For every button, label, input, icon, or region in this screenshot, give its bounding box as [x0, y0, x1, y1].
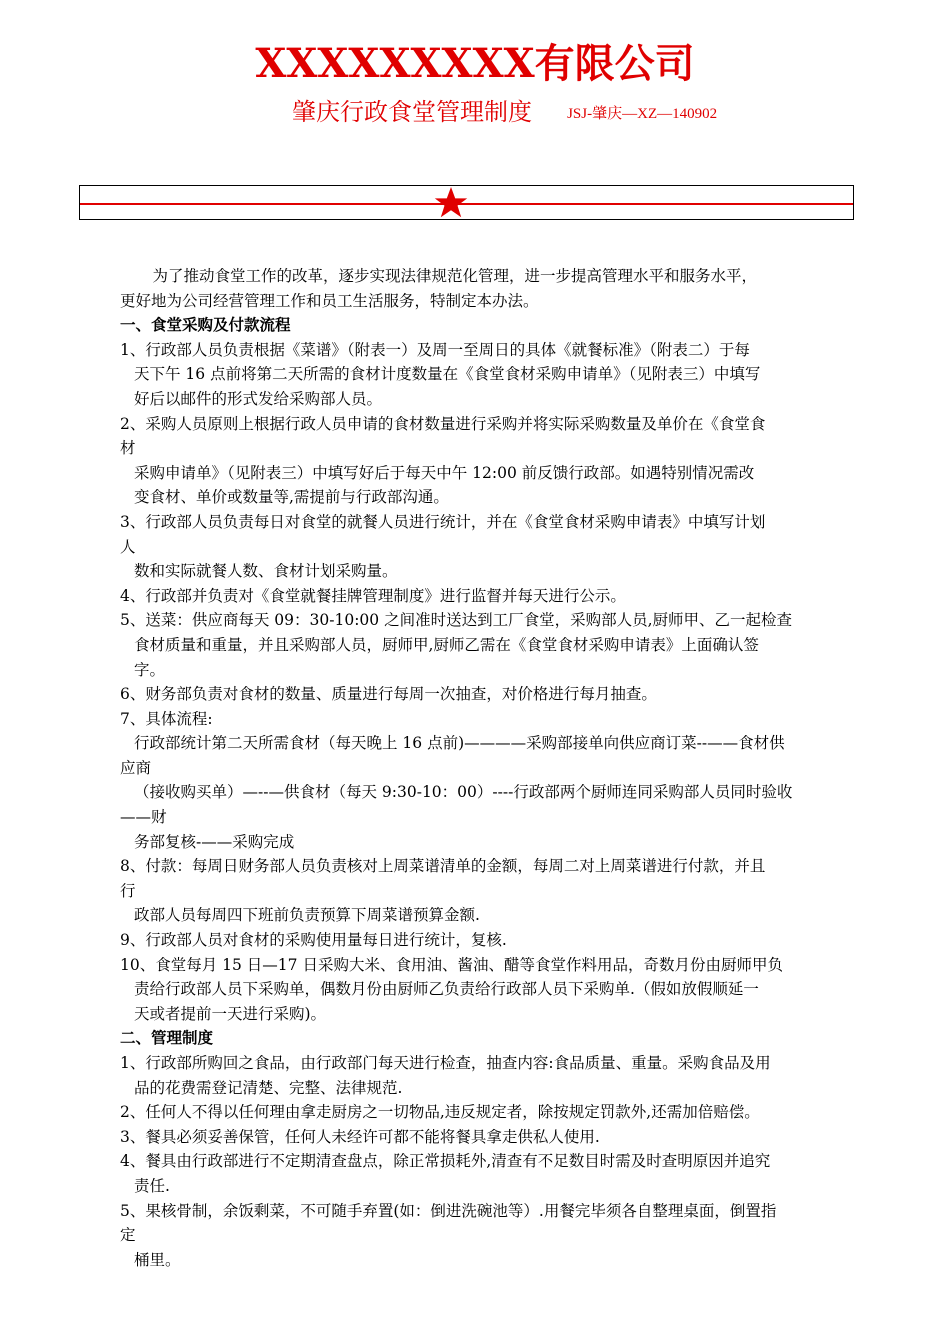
flow-line: 行政部统计第二天所需食材（每天晚上 16 点前)————采购部接单向供应商订菜--——食材供: [134, 734, 785, 753]
section-heading: 一、食堂采购及付款流程: [120, 315, 291, 335]
flow-line: 务部复核-——采购完成: [134, 832, 295, 851]
intro-line: 为了推动食堂工作的改革，逐步实现法律规范化管理，进一步提高管理水平和服务水平，: [152, 267, 758, 285]
list-item-continuation: 天或者提前一天进行采购)。: [134, 1004, 327, 1023]
list-item-continuation: 采购申请单》（见附表三）中填写好后于每天中午 12:00 前反馈行政部。如遇特别情况需改: [134, 463, 755, 482]
list-item: 5、果核骨制，余饭剩菜，不可随手弃置(如：倒进洗碗池等）.用餐完毕须各自整理桌面，倒置指: [120, 1201, 777, 1220]
list-item: 4、餐具由行政部进行不定期清查盘点，除正常损耗外,清查有不足数目时需及时查明原因并追究: [120, 1152, 771, 1171]
list-item: 7、具体流程:: [120, 709, 213, 728]
list-item: 9、行政部人员对食材的采购使用量每日进行统计，复核.: [120, 931, 507, 950]
document-code: JSJ-肇庆—XZ—140902: [567, 106, 718, 122]
intro-line: 更好地为公司经营管理工作和员工生活服务，特制定本办法。: [120, 291, 539, 310]
list-item-continuation: 品的花费需登记清楚、完整、法律规范.: [134, 1078, 403, 1097]
list-item: 3、行政部人员负责每日对食堂的就餐人员进行统计，并在《食堂食材采购申请表》中填写计划: [120, 512, 766, 531]
document-subtitle-row: [292, 96, 717, 128]
list-item-continuation: 人: [120, 537, 136, 556]
list-item: 5、送菜：供应商每天 09：30-10:00 之间准时送达到工厂食堂，采购部人员,厨师甲、乙一起检查: [120, 611, 792, 630]
flow-line: （接收购买单）—--—供食材（每天 9:30-10：00）----行政部两个厨师连同采购部人员同时验收: [134, 783, 793, 802]
flow-line: 应商: [120, 758, 152, 777]
list-item: 1、行政部所购回之食品，由行政部门每天进行检查，抽查内容:食品质量、重量。采购食品及用: [120, 1054, 771, 1072]
list-item: 3、餐具必须妥善保管，任何人未经许可都不能将餐具拿走供私人使用.: [120, 1127, 600, 1146]
list-item: 2、采购人员原则上根据行政人员申请的食材数量进行采购并将实际采购数量及单价在《食堂食: [120, 414, 766, 433]
list-item: 1、行政部人员负责根据《菜谱》（附表一）及周一至周日的具体《就餐标准》（附表二）于每: [120, 340, 750, 359]
list-item-continuation: 好后以邮件的形式发给采购部人员。: [134, 389, 383, 408]
list-item: 2、任何人不得以任何理由拿走厨房之一切物品,违反规定者，除按规定罚款外,还需加倍赔偿。: [120, 1103, 760, 1122]
header-banner: [79, 185, 854, 220]
list-item-continuation: 政部人员每周四下班前负责预算下周菜谱预算金额.: [134, 906, 480, 925]
list-item-continuation: 天下午 16 点前将第二天所需的食材计度数量在《食堂食材采购申请单》（见附表三）中填写: [134, 365, 761, 384]
list-item: 6、财务部负责对食材的数量、质量进行每周一次抽查，对价格进行每月抽查。: [120, 685, 657, 704]
list-item-continuation: 食材质量和重量，并且采购部人员，厨师甲,厨师乙需在《食堂食材采购申请表》上面确认签: [134, 635, 759, 654]
section-heading: 二、管理制度: [120, 1028, 214, 1048]
list-item-continuation: 责任.: [134, 1176, 170, 1195]
list-item-continuation: 行: [120, 881, 136, 900]
list-item-continuation: 桶里。: [134, 1250, 181, 1269]
company-name: XXXXXXXXX有限公司: [255, 40, 695, 87]
list-item-continuation: 字。: [134, 660, 166, 679]
list-item: 10、食堂每月 15 日—17 日采购大米、食用油、酱油、醋等食堂作料用品，奇数月份由厨师甲负: [120, 955, 783, 974]
star-icon: [433, 185, 469, 221]
list-item-continuation: 责给行政部人员下采购单，偶数月份由厨师乙负责给行政部人员下采购单.（假如放假顺延一: [134, 980, 759, 999]
flow-line: ——财: [120, 808, 167, 827]
list-item-continuation: 材: [120, 439, 136, 458]
document-body: [120, 264, 832, 1272]
list-item-continuation: 定: [120, 1226, 136, 1245]
list-item: 8、付款：每周日财务部人员负责核对上周菜谱清单的金额，每周二对上周菜谱进行付款，并且: [120, 857, 766, 876]
list-item-continuation: 数和实际就餐人数、食材计划采购量。: [134, 562, 398, 581]
list-item-continuation: 变食材、单价或数量等,需提前与行政部沟通。: [134, 488, 449, 507]
list-item: 4、行政部并负责对《食堂就餐挂牌管理制度》进行监督并每天进行公示。: [120, 586, 626, 605]
document-title: 肇庆行政食堂管理制度: [292, 98, 532, 126]
